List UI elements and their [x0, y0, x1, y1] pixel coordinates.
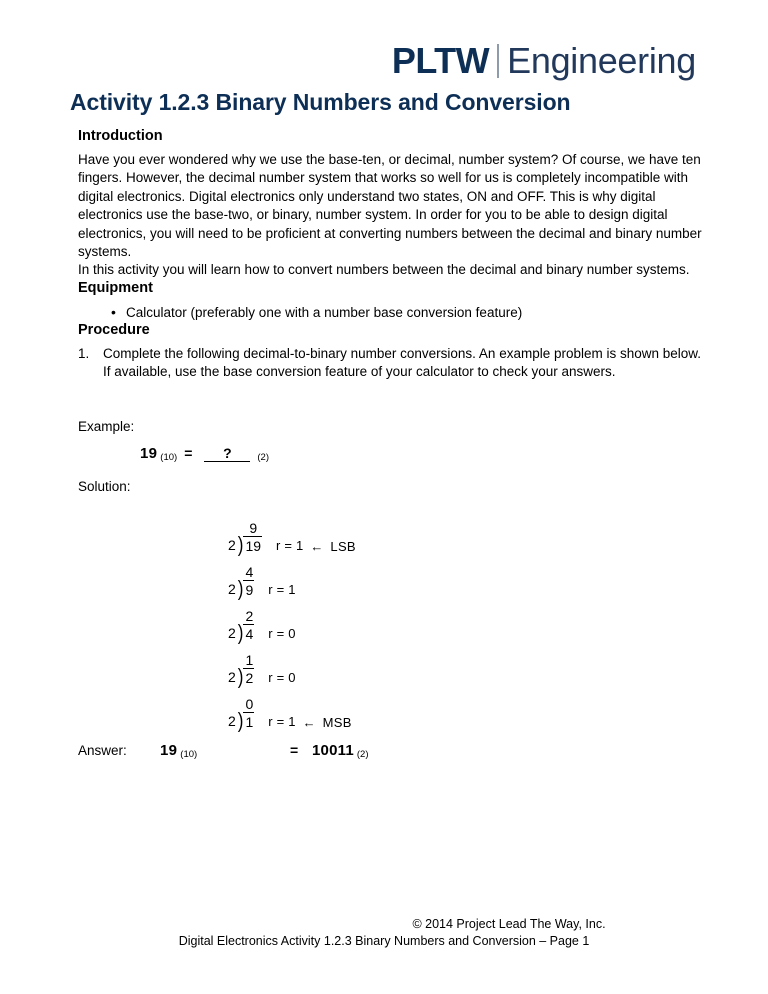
introduction-paragraph-2: In this activity you will learn how to convert numbers between the decimal and binary number systems.	[78, 262, 690, 278]
division-bracket-icon: )	[237, 620, 244, 645]
division-bracket-icon: )	[237, 532, 244, 557]
procedure-step-text: Complete the following decimal-to-binary number conversions. An example problem is shown below. If available, use the base conversion feature of your calculator to check your answers.	[103, 345, 702, 380]
dividend-group	[243, 564, 254, 599]
long-division-expression	[228, 520, 262, 557]
divisor-value: 2	[228, 625, 236, 642]
long-division-steps	[228, 510, 702, 733]
section-heading-equipment: Equipment	[78, 279, 153, 296]
logo-program-text: Engineering	[507, 40, 696, 81]
remainder-value: r = 0	[268, 670, 296, 686]
logo-divider	[497, 44, 499, 78]
section-heading-procedure: Procedure	[78, 321, 150, 338]
long-division-expression	[228, 652, 254, 689]
remainder-value: r = 1	[276, 538, 304, 554]
divisor-value: 2	[228, 669, 236, 686]
footer-copyright: © 2014 Project Lead The Way, Inc.	[412, 917, 606, 931]
dividend-group	[243, 520, 262, 555]
procedure-list	[78, 345, 702, 382]
example-label: Example:	[78, 419, 135, 435]
solution-label: Solution:	[78, 479, 131, 495]
divisor-value: 2	[228, 581, 236, 598]
example-binary-subscript: (2)	[257, 452, 270, 464]
answer-decimal-subscript: (10)	[180, 749, 198, 761]
division-step	[228, 598, 702, 645]
dividend-value: 4	[245, 626, 254, 643]
answer-decimal-value: 19	[160, 742, 178, 760]
divisor-value: 2	[228, 537, 236, 554]
document-body	[78, 128, 702, 759]
answer-binary	[312, 742, 369, 759]
logo-brand-text: PLTW	[391, 40, 490, 81]
section-heading-introduction: Introduction	[78, 128, 163, 144]
division-step	[228, 686, 702, 733]
dividend-group	[243, 652, 254, 687]
long-division-expression	[228, 696, 254, 733]
dividend-value: 2	[245, 670, 254, 687]
left-arrow-icon: ←	[310, 539, 324, 555]
division-bracket-icon: )	[237, 664, 244, 689]
division-step	[228, 554, 702, 601]
bit-significance-tag: LSB	[330, 539, 356, 555]
answer-binary-subscript: (2)	[356, 749, 369, 761]
division-bracket-icon: )	[237, 576, 244, 601]
quotient-value: 4	[245, 564, 254, 581]
example-answer-blank[interactable]: ?	[204, 445, 250, 462]
dividend-value: 19	[245, 538, 262, 555]
answer-equals-sign: =	[290, 742, 299, 759]
dividend-value: 1	[245, 714, 254, 731]
pltw-engineering-logo	[392, 38, 696, 84]
answer-row	[78, 742, 702, 759]
remainder-value: r = 1	[268, 582, 296, 598]
dividend-value: 9	[245, 582, 254, 599]
division-step	[228, 510, 702, 557]
answer-decimal	[160, 742, 290, 759]
division-bracket-icon: )	[237, 708, 244, 733]
page-footer	[0, 916, 768, 950]
example-decimal-value: 19	[140, 445, 158, 463]
equipment-item-label: Calculator (preferably one with a number base conversion feature)	[126, 304, 523, 320]
long-division-expression	[228, 608, 254, 645]
list-item	[78, 303, 702, 322]
procedure-step-number: 1.	[78, 345, 90, 361]
quotient-value: 9	[249, 520, 258, 537]
divisor-value: 2	[228, 713, 236, 730]
answer-binary-value: 10011	[312, 742, 354, 760]
introduction-paragraph: Have you ever wondered why we use the base-ten, or decimal, number system? Of course, we have ten fingers. However, the decimal number system that works so well for us is completely incompatible with digital electronics. Digital electronics only understand two states, ON and OFF. This is why digital electronics use the base-two, or binary, number system. In order for you to be able to design digital electronics, you will need to be proficient at converting numbers between the decimal and binary number systems.	[78, 152, 702, 260]
left-arrow-icon: ←	[302, 715, 316, 731]
dividend-group	[243, 608, 254, 643]
page-title: Activity 1.2.3 Binary Numbers and Conversion	[70, 89, 571, 115]
quotient-value: 2	[245, 608, 254, 625]
long-division-expression	[228, 564, 254, 601]
list-item	[78, 345, 702, 382]
answer-label: Answer:	[78, 743, 127, 759]
bullet-icon: •	[111, 303, 116, 320]
example-equals-sign: =	[184, 445, 193, 462]
remainder-value: r = 1	[268, 714, 296, 730]
equipment-list	[78, 303, 702, 322]
example-equation	[140, 445, 702, 462]
division-step	[228, 642, 702, 689]
quotient-value: 0	[245, 696, 254, 713]
footer-page-line: Digital Electronics Activity 1.2.3 Binary Numbers and Conversion – Page 1	[178, 934, 590, 948]
remainder-value: r = 0	[268, 626, 296, 642]
bit-significance-tag: MSB	[322, 715, 352, 731]
dividend-group	[243, 696, 254, 731]
quotient-value: 1	[245, 652, 254, 669]
example-decimal-subscript: (10)	[160, 452, 178, 464]
